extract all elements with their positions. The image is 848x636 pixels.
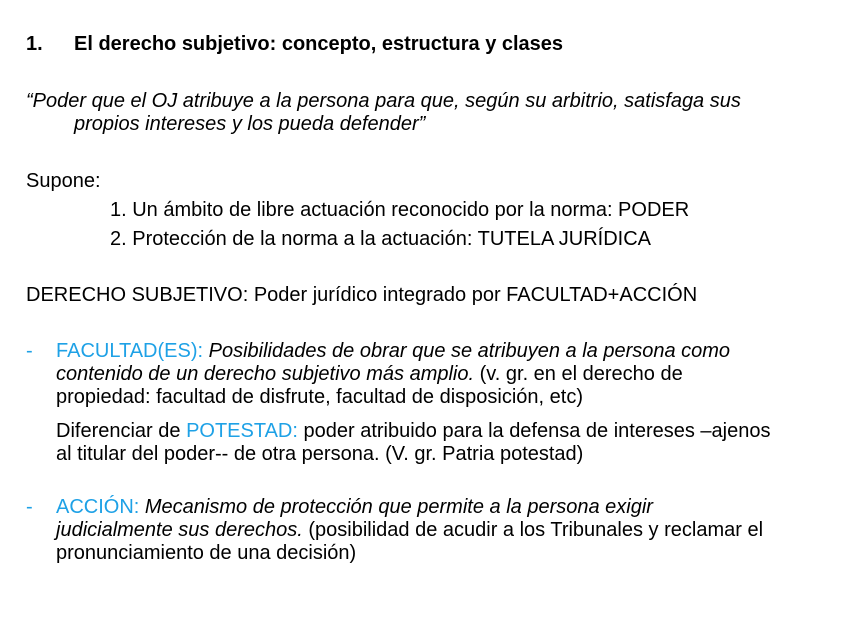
facultad-example-2: propiedad: facultad de disfrute, facultad de disposición, etc) [56,386,583,408]
heading-title: El derecho subjetivo: concepto, estructura y clases [74,33,564,55]
section-heading [26,33,563,56]
potestad-term: POTESTAD: [186,420,298,442]
supone-item-1: 1. Un ámbito de libre actuación reconocido por la norma: PODER [110,199,690,221]
accion-definition-1: Mecanismo de protección que permite a la persona exigir [139,496,653,518]
facultad-bullet: - [26,340,33,362]
accion-definition-2: judicialmente sus derechos. [56,519,303,541]
potestad-text-2: al titular del poder-- de otra persona. (V. gr. Patria potestad) [56,443,584,465]
supone-item-2: 2. Protección de la norma a la actuación: TUTELA JURÍDICA [110,228,651,250]
potestad-text-1: poder atribuido para la defensa de intereses –ajenos [297,420,771,442]
supone-label: Supone: [26,170,101,192]
accion-bullet: - [26,496,33,518]
facultad-definition-2: contenido de un derecho subjetivo más amplio. [56,363,475,385]
facultad-term: FACULTAD(ES): [56,340,204,362]
accion-explanation-1: (posibilidad de acudir a los Tribunales y reclamar el [302,519,764,541]
facultad-block [56,340,816,409]
accion-term: ACCIÓN: [56,496,140,518]
definition-quote [26,90,816,136]
accion-block [56,496,816,565]
quote-line-1: “Poder que el OJ atribuye a la persona para que, según su arbitrio, satisfaga sus [26,90,741,112]
derecho-subjetivo-definition: DERECHO SUBJETIVO: Poder jurídico integrado por FACULTAD+ACCIÓN [26,284,698,306]
potestad-block [56,420,816,466]
facultad-example-1: (v. gr. en el derecho de [474,363,683,385]
accion-explanation-2: pronunciamiento de una decisión) [56,542,357,564]
quote-line-2: propios intereses y los pueda defender” [74,113,426,135]
facultad-definition-1: Posibilidades de obrar que se atribuyen a la persona como [203,340,731,362]
heading-number: 1. [26,33,43,55]
potestad-prefix: Diferenciar de [56,420,187,442]
